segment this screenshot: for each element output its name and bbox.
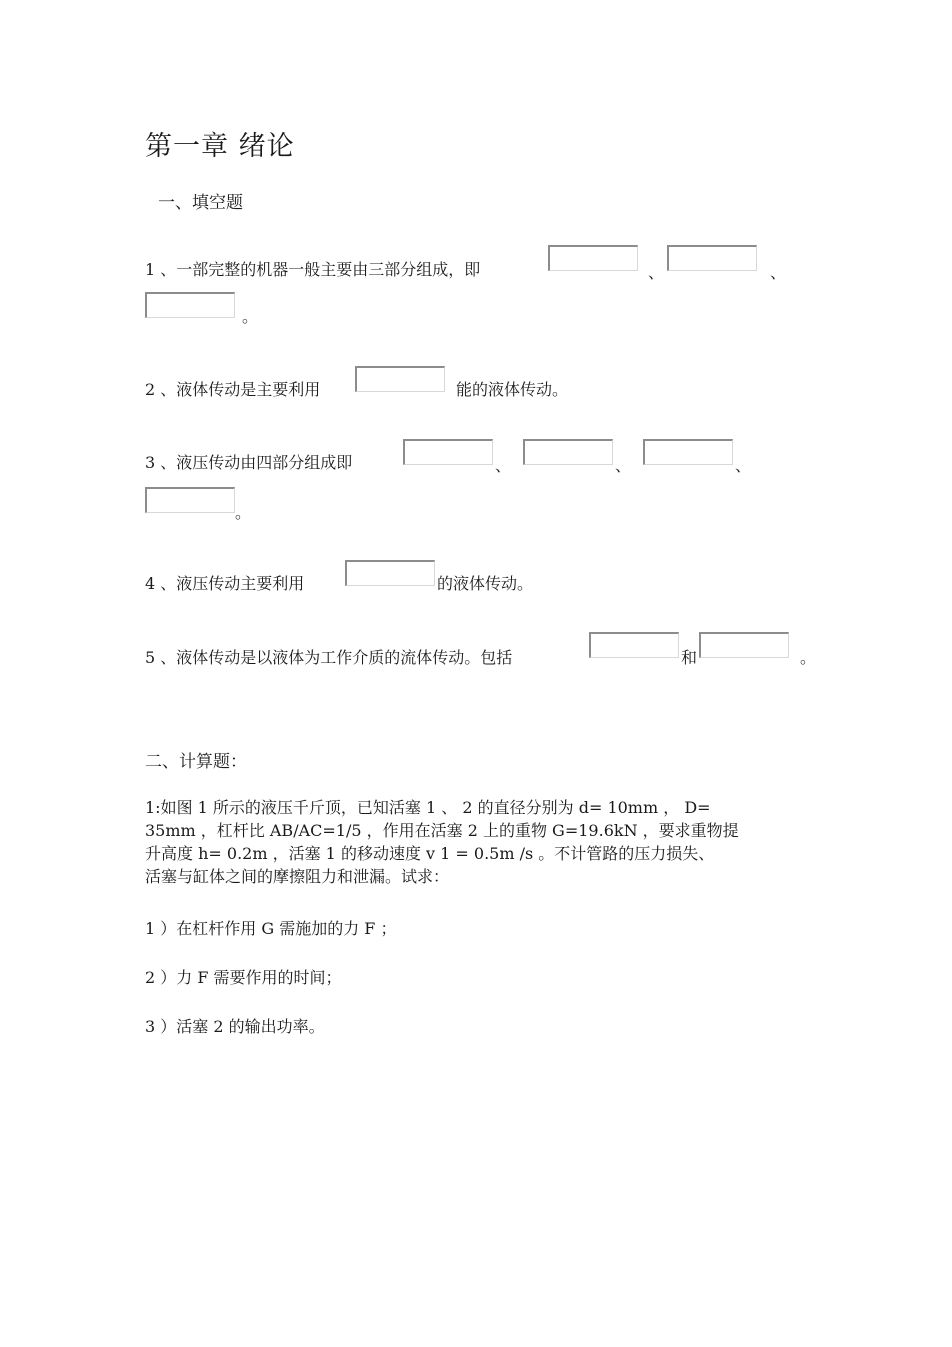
answer-blank-10[interactable] <box>589 632 679 658</box>
separator: 、 <box>495 456 512 475</box>
separator: 、 <box>735 456 752 475</box>
question-5-text: 5 、液体传动是以液体为工作介质的流体传动。包括 <box>145 648 513 667</box>
question-3-text: 3 、液压传动由四部分组成即 <box>145 453 353 472</box>
sub-question-3: 3 ）活塞 2 的输出功率。 <box>145 1017 325 1036</box>
sub-question-2: 2 ）力 F 需要作用的时间； <box>145 968 342 987</box>
section-heading-fill-blank: 一、填空题 <box>158 193 243 213</box>
answer-blank-2[interactable] <box>667 245 757 271</box>
answer-blank-7[interactable] <box>643 439 733 465</box>
answer-blank-1[interactable] <box>548 245 638 271</box>
conjunction: 和 <box>681 648 698 667</box>
question-4-tail: 的液体传动。 <box>437 574 534 593</box>
answer-blank-3[interactable] <box>145 292 235 318</box>
answer-blank-4[interactable] <box>355 366 445 392</box>
answer-blank-9[interactable] <box>345 560 435 586</box>
separator: 、 <box>648 263 665 282</box>
problem-statement <box>145 796 813 888</box>
question-2-tail: 能的液体传动。 <box>456 380 569 399</box>
problem-line: 1:如图 1 所示的液压千斤顶，已知活塞 1 、 2 的直径分别为 d= 10mm ， D= <box>145 798 711 817</box>
problem-line: 升高度 h= 0.2m ，活塞 1 的移动速度 v 1 = 0.5m /s 。不计管路的压力损失、 <box>145 844 715 863</box>
question-2-text: 2 、液体传动是主要利用 <box>145 380 321 399</box>
answer-blank-8[interactable] <box>145 487 235 513</box>
separator: 、 <box>770 263 787 282</box>
problem-line: 35mm ，杠杆比 AB/AC=1/5 ，作用在活塞 2 上的重物 G=19.6kN ，要求重物提 <box>145 821 739 840</box>
section-heading-calculation: 二、计算题： <box>145 752 247 772</box>
chapter-title: 第一章 绪论 <box>145 131 295 162</box>
period: 。 <box>235 503 252 522</box>
answer-blank-5[interactable] <box>403 439 493 465</box>
separator: 、 <box>615 456 632 475</box>
question-1-text: 1 、一部完整的机器一般主要由三部分组成，即 <box>145 260 481 279</box>
question-4-text: 4 、液压传动主要利用 <box>145 574 305 593</box>
answer-blank-6[interactable] <box>523 439 613 465</box>
answer-blank-11[interactable] <box>699 632 789 658</box>
sub-question-1: 1 ）在杠杆作用 G 需施加的力 F ； <box>145 919 397 938</box>
period: 。 <box>242 307 259 326</box>
period: 。 <box>800 648 817 667</box>
problem-line: 活塞与缸体之间的摩擦阻力和泄漏。试求： <box>145 867 450 886</box>
